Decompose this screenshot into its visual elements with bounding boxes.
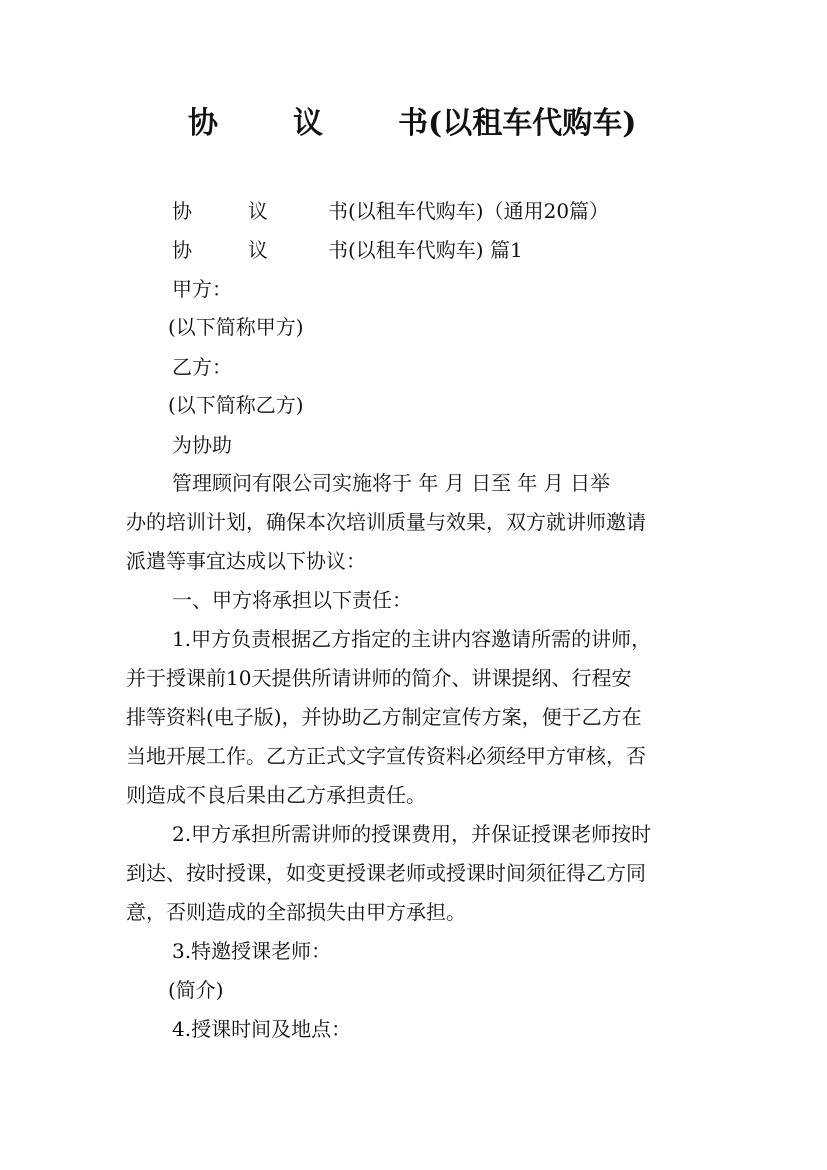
assist-line: 为协助: [172, 433, 232, 457]
subtitle-series-part-1: 协: [172, 199, 192, 223]
item-1-line-4: 当地开展工作。乙方正式文字宣传资料必须经甲方审核，否: [126, 744, 646, 768]
subtitle-series-part-3: 书(以租车代购车)（通用20篇）: [328, 199, 610, 223]
subtitle-article-part-2: 议: [248, 238, 268, 262]
subtitle-series: [0, 196, 827, 226]
intro-line-1: 管理顾问有限公司实施将于 年 月 日至 年 月 日举: [172, 471, 611, 495]
title-part-2: 议: [293, 106, 323, 141]
item-4-line-1: 4.授课时间及地点：: [172, 1017, 352, 1041]
item-1-line-2: 并于授课前10天提供所请讲师的简介、讲课提纲、行程安: [126, 666, 632, 690]
item-1-line-1: 1.甲方负责根据乙方指定的主讲内容邀请所需的讲师，: [172, 627, 652, 651]
party-b-note: (以下简称乙方): [168, 393, 304, 417]
intro-line-2: 办的培训计划，确保本次培训质量与效果，双方就讲师邀请: [126, 510, 646, 534]
item-2-line-1: 2.甲方承担所需讲师的授课费用，并保证授课老师按时: [172, 822, 652, 846]
item-1-line-3: 排等资料(电子版)，并协助乙方制定宣传方案，便于乙方在: [126, 705, 642, 729]
item-3-line-1: 3.特邀授课老师：: [172, 939, 332, 963]
item-2-line-3: 意，否则造成的全部损失由甲方承担。: [126, 900, 466, 924]
party-a-label: 甲方：: [172, 277, 232, 301]
intro-line-3: 派遣等事宜达成以下协议：: [126, 549, 366, 573]
title-part-3: 书(以租车代购车): [398, 106, 637, 141]
title-part-1: 协: [188, 106, 218, 141]
subtitle-series-part-2: 议: [248, 199, 268, 223]
subtitle-article-part-1: 协: [172, 238, 192, 262]
subtitle-article: [0, 235, 827, 265]
section-1-heading: 一、甲方将承担以下责任：: [172, 588, 412, 612]
party-b-label: 乙方：: [172, 355, 232, 379]
item-3-line-2: (简介): [168, 978, 224, 1002]
document-title: [0, 100, 827, 148]
party-a-note: (以下简称甲方): [168, 315, 304, 339]
subtitle-article-part-3: 书(以租车代购车) 篇1: [328, 238, 523, 262]
item-2-line-2: 到达、按时授课，如变更授课老师或授课时间须征得乙方同: [126, 861, 646, 885]
item-1-line-5: 则造成不良后果由乙方承担责任。: [126, 783, 426, 807]
